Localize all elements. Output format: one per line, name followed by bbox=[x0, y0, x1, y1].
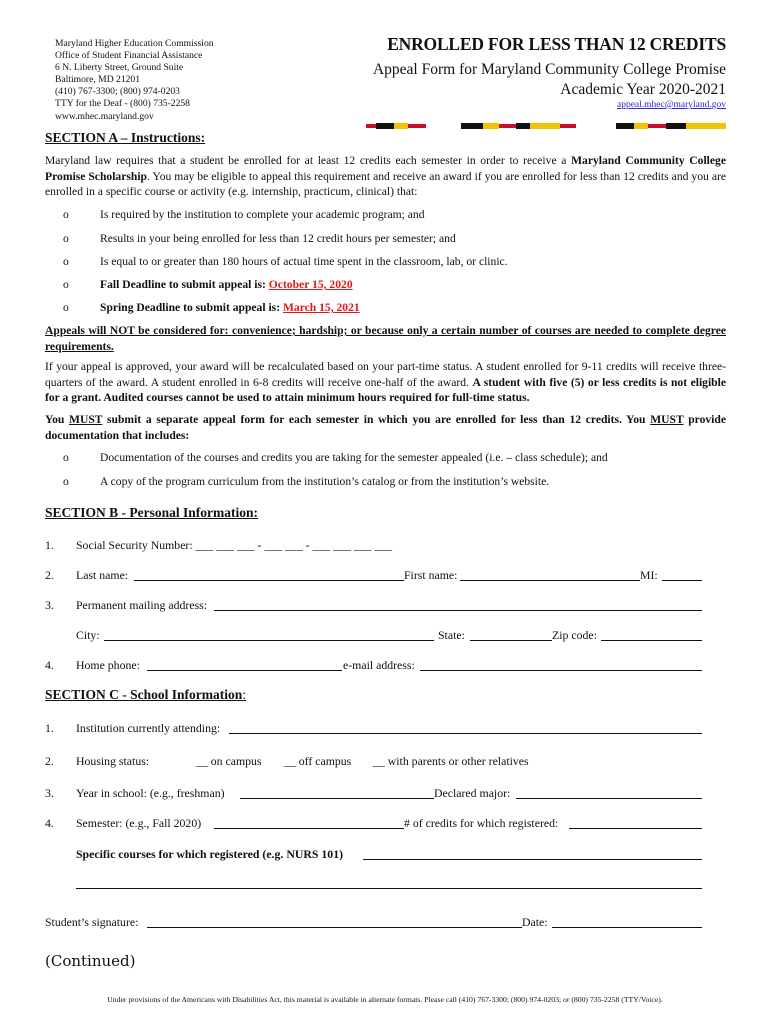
bullet-marker: o bbox=[63, 475, 69, 488]
major-label: Declared major: bbox=[434, 786, 511, 800]
section-b-heading: SECTION B - Personal Information: bbox=[45, 505, 259, 520]
must-text: submit a separate appeal form for each semester in which you are enrolled for less than 12 credits. You bbox=[102, 413, 651, 426]
fall-deadline-label: Fall Deadline to submit appeal is: bbox=[100, 278, 269, 291]
bullet-marker: o bbox=[63, 451, 69, 464]
org-line: www.mhec.maryland.gov bbox=[55, 110, 154, 122]
fall-deadline bbox=[100, 278, 353, 291]
city-field[interactable] bbox=[104, 640, 434, 641]
bullet-marker: o bbox=[63, 232, 69, 245]
semester-field[interactable] bbox=[214, 828, 404, 829]
item-number: 2. bbox=[45, 568, 54, 582]
section-c-heading bbox=[45, 687, 246, 703]
item-number: 3. bbox=[45, 786, 54, 800]
bullet-marker: o bbox=[63, 208, 69, 221]
date-field[interactable] bbox=[552, 927, 702, 928]
item-number: 3. bbox=[45, 598, 54, 612]
date-label: Date: bbox=[522, 915, 548, 929]
courses-label: Specific courses for which registered (e.g. NURS 101) bbox=[76, 847, 344, 861]
spring-deadline bbox=[100, 301, 360, 314]
address-field[interactable] bbox=[214, 610, 702, 611]
ssn-field[interactable]: Social Security Number: ___ ___ ___ - ___ ___ - ___ ___ ___ ___ bbox=[76, 538, 393, 552]
courses-field[interactable] bbox=[363, 859, 702, 860]
requirement-bullet: Is equal to or greater than 180 hours of actual time spent in the classroom, lab, or clinic. bbox=[100, 255, 508, 268]
documentation-bullet: Documentation of the courses and credits you are taking for the semester appealed (i.e. – class schedule); and bbox=[100, 451, 608, 464]
email-field[interactable] bbox=[420, 670, 702, 671]
credits-label: # of credits for which registered: bbox=[404, 816, 559, 830]
institution-label: Institution currently attending: bbox=[76, 721, 221, 735]
item-number: 4. bbox=[45, 658, 54, 672]
housing-label: Housing status: bbox=[76, 754, 150, 768]
requirement-bullet: Results in your being enrolled for less than 12 credit hours per semester; and bbox=[100, 232, 456, 245]
must-text: provide documentation that includes: bbox=[45, 413, 726, 442]
city-label: City: bbox=[76, 628, 100, 642]
must-submit-paragraph bbox=[45, 412, 726, 443]
semester-label: Semester: (e.g., Fall 2020) bbox=[76, 816, 202, 830]
state-label: State: bbox=[438, 628, 465, 642]
zip-field[interactable] bbox=[601, 640, 702, 641]
approval-text: If your appeal is approved, your award will be recalculated based on your part-time status. A student enrolled for 9-11 credits will receive three-quarters of the award. A student enrolled in 6-8 credits will receive one-half of the award. bbox=[45, 360, 726, 389]
org-line: 6 N. Liberty Street, Ground Suite bbox=[55, 62, 184, 74]
form-subtitle-line-1: Appeal Form for Maryland Community College Promise bbox=[372, 61, 726, 78]
state-field[interactable] bbox=[470, 640, 552, 641]
item-number: 1. bbox=[45, 538, 54, 552]
ada-footer: Under provisions of the Americans with Disabilities Act, this material is available in alternate formats. Please call (410) 767-3300; (800) 974-0203; or (800) 735-2258 (TTY/Voice). bbox=[107, 995, 663, 1004]
must-emphasis: MUST bbox=[69, 413, 103, 426]
mi-field[interactable] bbox=[662, 580, 702, 581]
section-c-heading-colon: : bbox=[242, 687, 247, 702]
year-label: Year in school: (e.g., freshman) bbox=[76, 786, 225, 800]
institution-field[interactable] bbox=[229, 733, 702, 734]
mi-label: MI: bbox=[640, 568, 658, 582]
documentation-bullet: A copy of the program curriculum from the institution’s catalog or from the institution’s website. bbox=[100, 475, 550, 488]
agency-address-block bbox=[55, 38, 214, 123]
first-name-label: First name: bbox=[404, 568, 458, 582]
home-phone-label: Home phone: bbox=[76, 658, 140, 672]
courses-field-continued[interactable] bbox=[76, 888, 702, 889]
year-field[interactable] bbox=[240, 798, 434, 799]
signature-label: Student’s signature: bbox=[45, 915, 139, 929]
credits-field[interactable] bbox=[569, 828, 702, 829]
item-number: 2. bbox=[45, 754, 54, 768]
last-name-field[interactable] bbox=[134, 580, 404, 581]
bullet-marker: o bbox=[63, 255, 69, 268]
org-line: Office of Student Financial Assistance bbox=[55, 50, 203, 62]
home-phone-field[interactable] bbox=[147, 670, 342, 671]
bullet-marker: o bbox=[63, 301, 69, 314]
fall-deadline-date: October 15, 2020 bbox=[268, 278, 353, 291]
item-number: 1. bbox=[45, 721, 54, 735]
form-subtitle-line-2: Academic Year 2020-2021 bbox=[560, 81, 726, 98]
org-line: Baltimore, MD 21201 bbox=[55, 74, 141, 86]
signature-field[interactable] bbox=[147, 927, 522, 928]
org-line: (410) 767-3300; (800) 974-0203 bbox=[55, 86, 180, 98]
intro-text: . You may be eligible to appeal this requirement and receive an award if you are enrolled for less than 12 credits and you are enrolled in a specific course or activity (e.g. internship, practicum, clinical) that: bbox=[45, 169, 726, 199]
org-line: TTY for the Deaf - (800) 735-2258 bbox=[55, 98, 190, 110]
continued-note: (Continued) bbox=[45, 952, 136, 970]
not-considered-notice: Appeals will NOT be considered for: convenience; hardship; or because only a certain number of courses are needed to complete degree requirements. bbox=[45, 324, 726, 353]
first-name-field[interactable] bbox=[460, 580, 640, 581]
bullet-marker: o bbox=[63, 278, 69, 291]
housing-off-campus-option[interactable]: __ off campus bbox=[284, 754, 352, 768]
must-text: You bbox=[45, 413, 70, 426]
spring-deadline-label: Spring Deadline to submit appeal is: bbox=[100, 301, 283, 314]
must-emphasis: MUST bbox=[650, 413, 684, 426]
appeal-email-link[interactable]: appeal.mhec@maryland.gov bbox=[617, 100, 726, 110]
approval-bold-text: A student with five (5) or less credits is not eligible for a grant. Audited courses cannot be used to attain minimum hours required for full-time status. bbox=[45, 375, 726, 405]
item-number: 4. bbox=[45, 816, 54, 830]
spring-deadline-date: March 15, 2021 bbox=[282, 301, 360, 314]
scholarship-name: Maryland Community College Promise Scholarship bbox=[45, 154, 726, 183]
requirement-bullet: Is required by the institution to complete your academic program; and bbox=[100, 208, 425, 221]
address-label: Permanent mailing address: bbox=[76, 598, 208, 612]
org-line: Maryland Higher Education Commission bbox=[55, 38, 214, 49]
approval-paragraph bbox=[45, 359, 726, 406]
section-a-heading: SECTION A – Instructions: bbox=[45, 130, 206, 145]
housing-with-parents-option[interactable]: __ with parents or other relatives bbox=[373, 754, 529, 768]
major-field[interactable] bbox=[516, 798, 702, 799]
maryland-flag-stripe bbox=[366, 123, 726, 129]
zip-label: Zip code: bbox=[552, 628, 597, 642]
form-title: ENROLLED FOR LESS THAN 12 CREDITS bbox=[387, 34, 726, 54]
intro-text: Maryland law requires that a student be enrolled for at least 12 credits each semester in order to receive a bbox=[45, 154, 572, 167]
section-c-heading-text: SECTION C - School Information bbox=[45, 687, 243, 702]
email-label: e-mail address: bbox=[343, 658, 415, 672]
form-subtitle bbox=[373, 60, 726, 100]
housing-on-campus-option[interactable]: __ on campus bbox=[196, 754, 262, 768]
intro-paragraph bbox=[45, 153, 726, 200]
last-name-label: Last name: bbox=[76, 568, 129, 582]
